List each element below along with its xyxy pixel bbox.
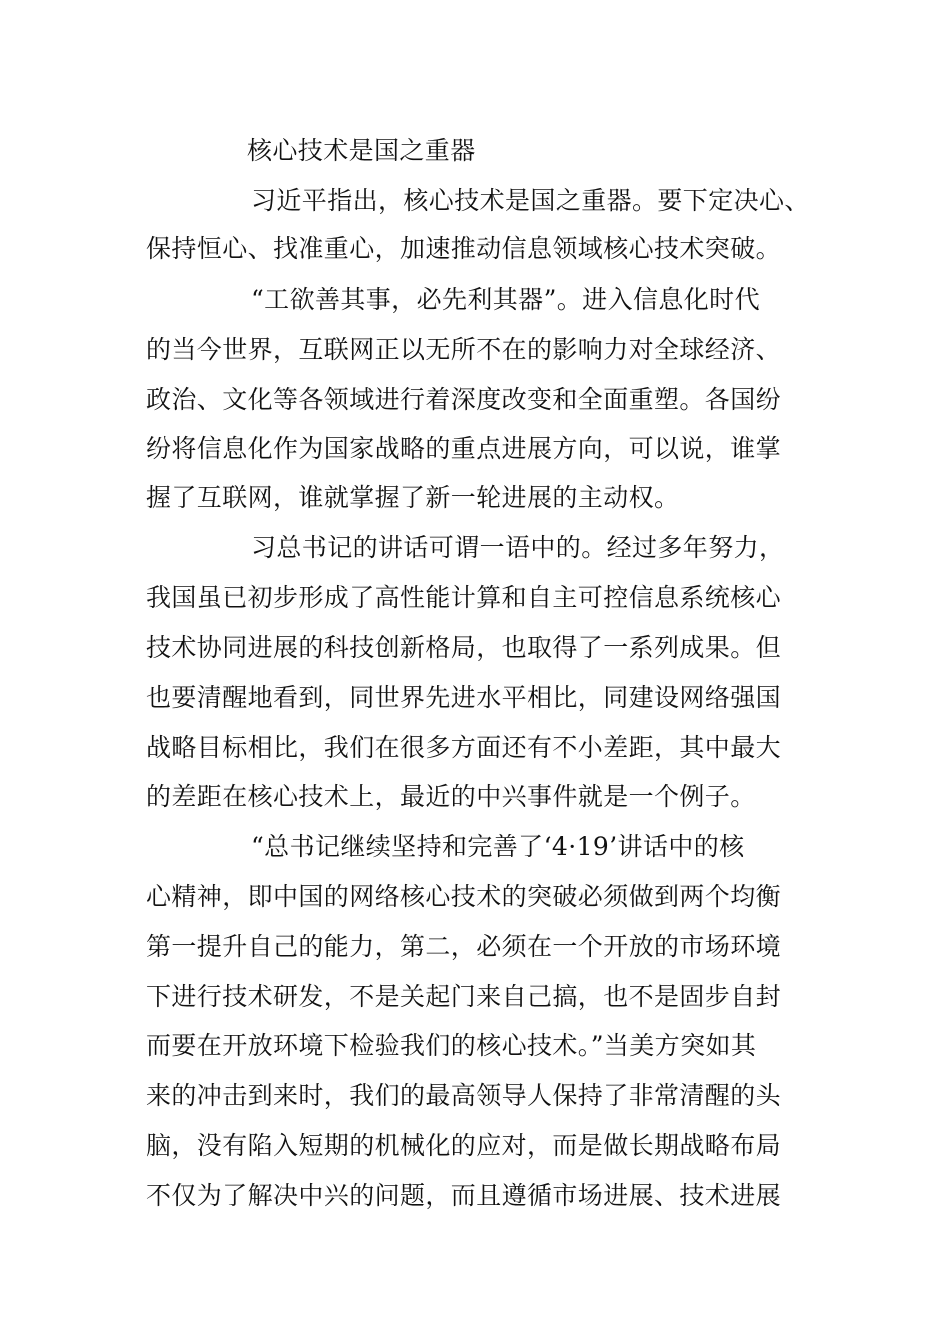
text-line: 的当今世界，互联网正以无所不在的影响力对全球经济、	[146, 335, 782, 364]
text-line: 我国虽已初步形成了高性能计算和自主可控信息系统核心	[146, 583, 782, 612]
text-line: 不仅为了解决中兴的问题，而且遵循市场进展、技术进展	[146, 1181, 782, 1210]
text-line: 保持恒心、找准重心，加速推动信息领域核心技术突破。	[146, 234, 782, 263]
text-line: 下进行技术研发，不是关起门来自己搞，也不是固步自封	[146, 982, 782, 1011]
text-line: 而要在开放环境下检验我们的核心技术。”当美方突如其	[146, 1031, 757, 1060]
text-line: 战略目标相比，我们在很多方面还有不小差距，其中最大	[146, 733, 782, 762]
text-line: 来的冲击到来时，我们的最高领导人保持了非常清醒的头	[146, 1081, 782, 1110]
text-line: 技术协同进展的科技创新格局，也取得了一系列成果。但	[146, 633, 782, 662]
text-line: 的差距在核心技术上，最近的中兴事件就是一个例子。	[146, 782, 756, 811]
text-line: “总书记继续坚持和完善了‘4·19’讲话中的核	[251, 832, 745, 861]
text-line: 也要清醒地看到，同世界先进水平相比，同建设网络强国	[146, 683, 782, 712]
document-title: 核心技术是国之重器	[247, 136, 476, 165]
text-line: 第一提升自己的能力，第二，必须在一个开放的市场环境	[146, 932, 782, 961]
text-line: 心精神，即中国的网络核心技术的突破必须做到两个均衡	[146, 882, 782, 911]
text-line: 脑，没有陷入短期的机械化的应对，而是做长期战略布局	[146, 1131, 782, 1160]
text-line: 纷将信息化作为国家战略的重点进展方向，可以说，谁掌	[146, 434, 782, 463]
text-line: 政治、文化等各领域进行着深度改变和全面重塑。各国纷	[146, 385, 782, 414]
text-line: 习近平指出，核心技术是国之重器。要下定决心、	[251, 186, 810, 215]
text-line: 习总书记的讲话可谓一语中的。经过多年努力，	[251, 533, 785, 562]
text-line: “工欲善其事，必先利其器”。进入信息化时代	[251, 285, 760, 314]
text-line: 握了互联网，谁就掌握了新一轮进展的主动权。	[146, 483, 680, 512]
